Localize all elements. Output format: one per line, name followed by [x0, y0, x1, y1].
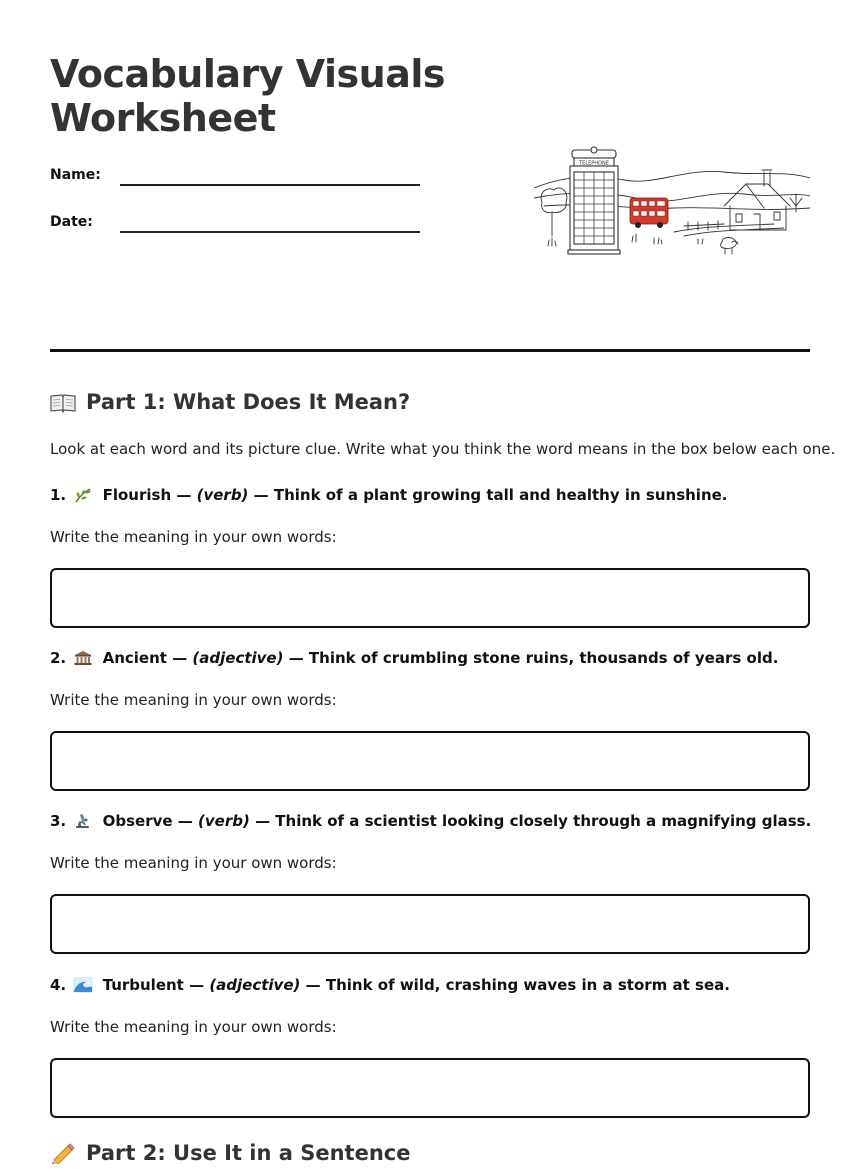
double-decker-bus	[630, 198, 668, 228]
picture-clue: — Think of a scientist looking closely through a magnifying glass.	[255, 812, 812, 830]
telephone-sign: TELEPHONE	[579, 160, 609, 167]
answer-box[interactable]	[50, 731, 810, 791]
answer-box[interactable]	[50, 1058, 810, 1118]
part2-heading-text: Part 2: Use It in a Sentence	[86, 1141, 411, 1165]
dash: —	[176, 486, 192, 504]
microscope-icon	[73, 813, 93, 829]
vocab-item	[50, 812, 810, 962]
wave-icon	[73, 977, 93, 993]
vocab-word: Ancient	[102, 649, 167, 667]
vocab-item	[50, 649, 810, 799]
part1-heading	[50, 390, 410, 418]
vocab-item-heading	[50, 486, 728, 504]
item-number: 2.	[50, 649, 67, 667]
date-field-row	[50, 214, 420, 244]
part2-heading	[50, 1141, 410, 1169]
answer-box[interactable]	[50, 568, 810, 628]
name-field-row	[50, 167, 420, 197]
part1-heading-text: Part 1: What Does It Mean?	[86, 390, 411, 414]
item-number: 3.	[50, 812, 67, 830]
date-label: Date:	[50, 214, 93, 230]
answer-prompt: Write the meaning in your own words:	[50, 691, 337, 709]
item-number: 1.	[50, 486, 67, 504]
picture-clue: — Think of crumbling stone ruins, thousands of years old.	[288, 649, 779, 667]
name-label: Name:	[50, 167, 101, 183]
pencil-icon	[50, 1142, 78, 1169]
part-of-speech: (verb)	[196, 486, 249, 504]
item-number: 4.	[50, 976, 67, 994]
part-of-speech: (adjective)	[192, 649, 284, 667]
dash: —	[177, 812, 193, 830]
vocab-word: Turbulent	[102, 976, 184, 994]
page-title: Vocabulary Visuals Worksheet	[50, 52, 445, 140]
name-field[interactable]	[120, 184, 420, 186]
vocab-word: Observe	[102, 812, 173, 830]
section-divider	[50, 349, 810, 352]
herb-icon	[73, 487, 93, 503]
date-field[interactable]	[120, 231, 420, 233]
vocab-item-heading	[50, 812, 811, 830]
vocab-word: Flourish	[102, 486, 172, 504]
answer-prompt: Write the meaning in your own words:	[50, 1018, 337, 1036]
dash: —	[172, 649, 188, 667]
picture-clue: — Think of wild, crashing waves in a storm at sea.	[305, 976, 730, 994]
vocab-item	[50, 486, 810, 636]
vocab-item-heading	[50, 976, 730, 994]
classical-building-icon	[73, 650, 93, 666]
book-icon	[50, 393, 78, 418]
vocab-item-heading	[50, 649, 778, 667]
picture-clue: — Think of a plant growing tall and healthy in sunshine.	[253, 486, 728, 504]
answer-prompt: Write the meaning in your own words:	[50, 854, 337, 872]
part-of-speech: (verb)	[198, 812, 250, 830]
part-of-speech: (adjective)	[209, 976, 301, 994]
dash: —	[189, 976, 205, 994]
answer-prompt: Write the meaning in your own words:	[50, 528, 337, 546]
part1-instructions: Look at each word and its picture clue. Write what you think the word means in the box below each one.	[50, 440, 836, 458]
answer-box[interactable]	[50, 894, 810, 954]
countryside-illustration	[534, 146, 810, 262]
vocab-item	[50, 976, 810, 1126]
